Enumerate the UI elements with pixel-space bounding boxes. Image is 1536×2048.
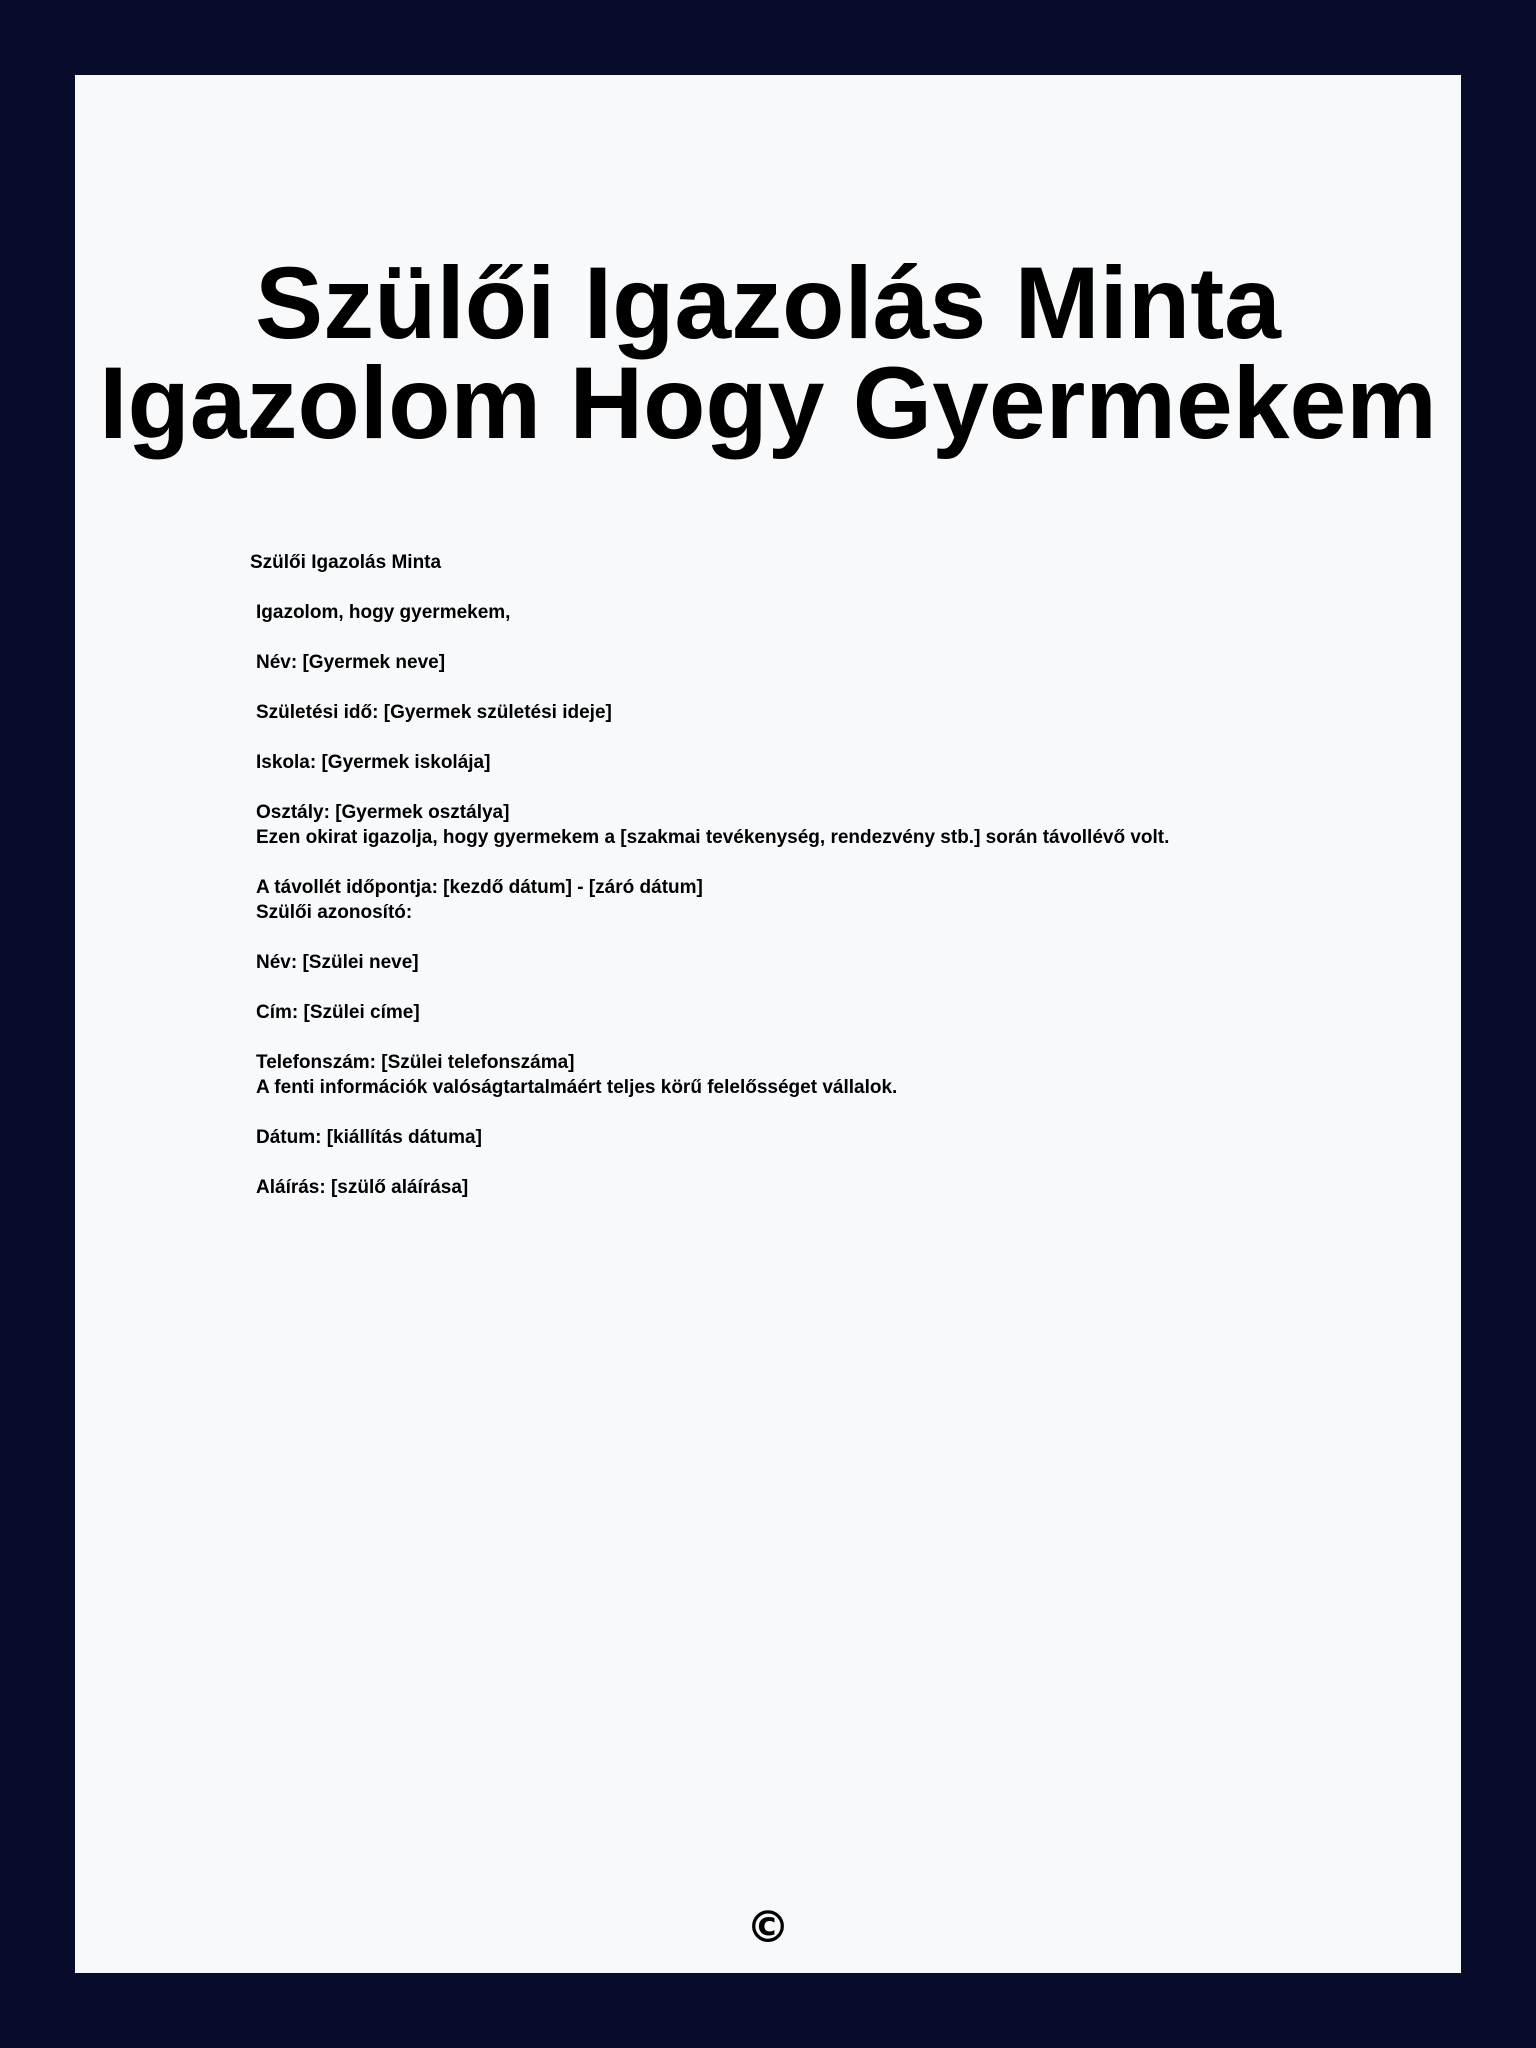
child-name-field: Név: [Gyermek neve] xyxy=(256,652,446,673)
copyright-icon: © xyxy=(746,1902,790,1953)
signature-field: Aláírás: [szülő aláírása] xyxy=(256,1177,469,1198)
parent-name-field: Név: [Szülei neve] xyxy=(256,952,419,973)
absence-period-field: A távollét időpontja: [kezdő dátum] - [záró dátum] xyxy=(256,877,703,898)
intro-text: Igazolom, hogy gyermekem, xyxy=(256,602,511,623)
title-line-1: Szülői Igazolás Minta xyxy=(255,246,1281,360)
child-school-field: Iskola: [Gyermek iskolája] xyxy=(256,752,491,773)
parent-phone-field: Telefonszám: [Szülei telefonszáma] xyxy=(256,1052,575,1073)
document-body xyxy=(250,550,1350,1200)
page-title xyxy=(75,246,1461,460)
document-heading: Szülői Igazolás Minta xyxy=(250,552,442,573)
parent-address-field: Cím: [Szülei címe] xyxy=(256,1002,420,1023)
date-field: Dátum: [kiállítás dátuma] xyxy=(256,1127,482,1148)
title-line-2: Igazolom Hogy Gyermekem xyxy=(99,346,1437,460)
document-page xyxy=(75,75,1461,1973)
responsibility-text: A fenti információk valóságtartalmáért teljes körű felelősséget vállalok. xyxy=(256,1077,898,1098)
certification-text: Ezen okirat igazolja, hogy gyermekem a [szakmai tevékenység, rendezvény stb.] során távollévő volt. xyxy=(256,827,1170,848)
parent-id-heading: Szülői azonosító: xyxy=(256,902,413,923)
child-birth-field: Születési idő: [Gyermek születési ideje] xyxy=(256,702,612,723)
child-class-field: Osztály: [Gyermek osztálya] xyxy=(256,802,510,823)
